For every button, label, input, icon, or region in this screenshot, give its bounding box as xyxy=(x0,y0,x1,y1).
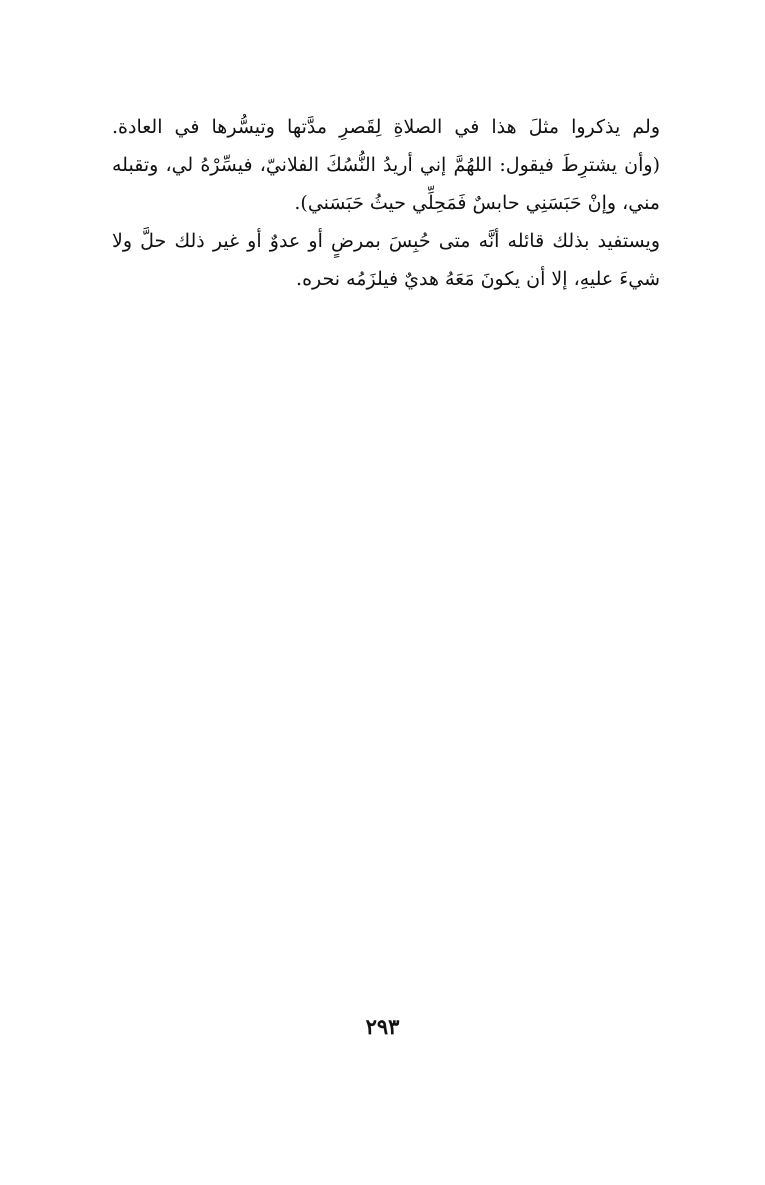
text-line: (وأن يشترِطَ فيقول: اللهُمَّ إني أريدُ النُّسُكَ الفلانيّ، فيسِّرْهُ لي، وتقبله xyxy=(112,154,660,176)
text-line: شيءَ عليهِ، إلا أن يكونَ مَعَهُ هديٌ فيلزَمُه نحره. xyxy=(296,268,660,290)
text-line: ويستفيد بذلك قائله أنَّه متى حُبِسَ بمرضٍ أو عدوٌ أو غير ذلك حلَّ ولا xyxy=(112,230,660,252)
page-number: ٢٩٣ xyxy=(365,1014,400,1039)
text-line: ولم يذكروا مثلَ هذا في الصلاةِ لِقَصرِ مدَّتها وتيسُّرها في العادة. xyxy=(112,116,660,138)
text-line: مني، وإنْ حَبَسَنِي حابسٌ فَمَحِلِّي حيثُ حَبَسَني). xyxy=(294,192,660,214)
body-text xyxy=(112,108,660,298)
